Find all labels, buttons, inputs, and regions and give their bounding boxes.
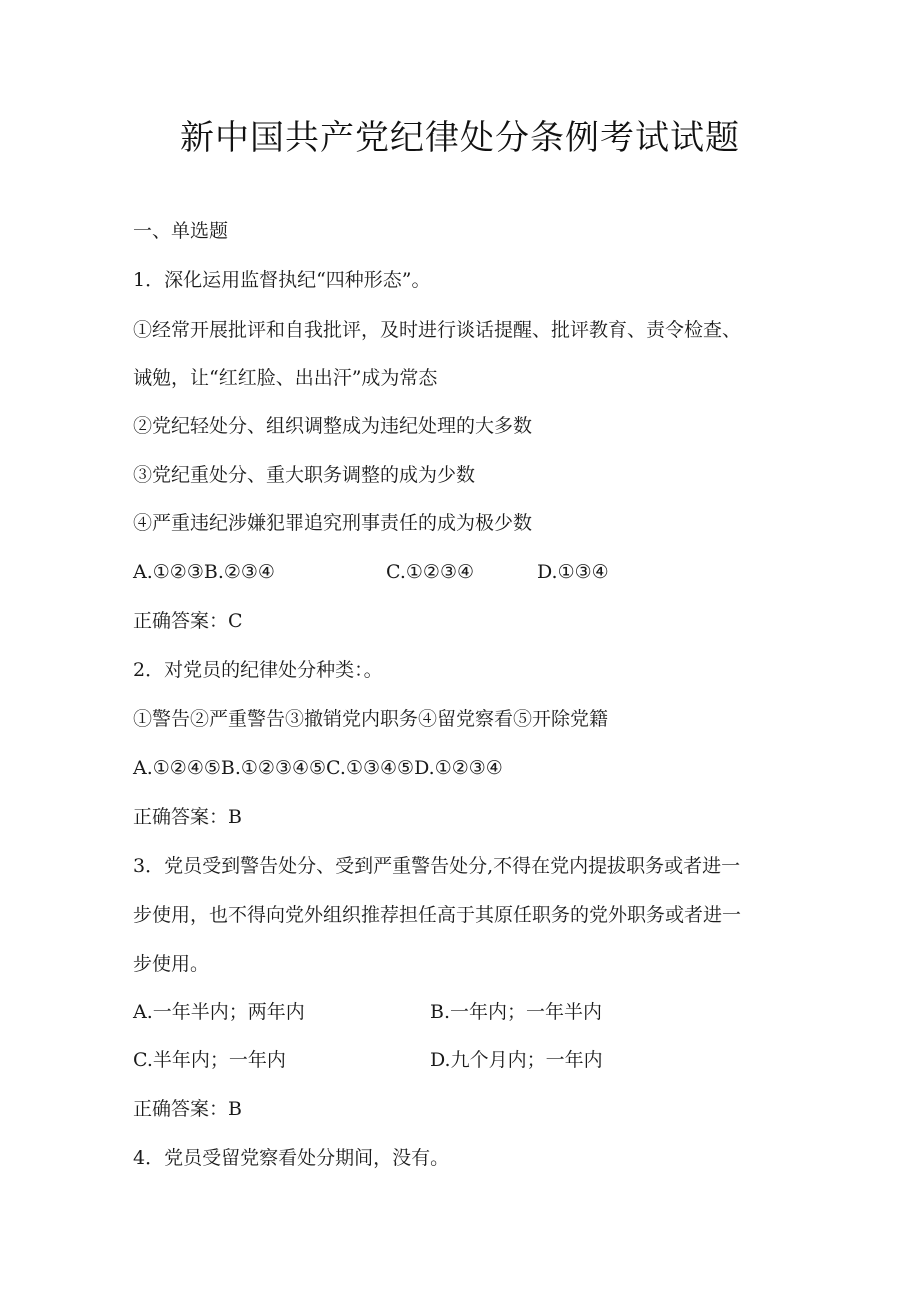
question-1-stem: 1．深化运用监督执纪“四种形态”。 xyxy=(133,269,431,291)
question-3-answer: 正确答案：B xyxy=(133,1098,242,1120)
question-3-stem-line-1: 3．党员受到警告处分、受到严重警告处分,不得在党内提拔职务或者进一 xyxy=(133,855,741,877)
question-1-option-ab: A.①②③B.②③④ xyxy=(133,561,275,583)
question-1-item-1: ①经常开展批评和自我批评，及时进行谈话提醒、批评教育、责令检查、 xyxy=(133,319,742,341)
section-heading: 一、单选题 xyxy=(133,220,229,242)
question-1-item-4: ④严重违纪涉嫌犯罪追究刑事责任的成为极少数 xyxy=(133,512,533,534)
question-3-option-a: A.一年半内；两年内 xyxy=(133,1001,305,1023)
question-1-item-1-cont: 诫勉，让“红红脸、出出汗”成为常态 xyxy=(133,367,438,389)
question-3-option-b: B.一年内；一年半内 xyxy=(430,1001,603,1023)
question-1-option-d: D.①③④ xyxy=(537,561,609,583)
question-2-options: A.①②④⑤B.①②③④⑤C.①③④⑤D.①②③④ xyxy=(133,757,503,779)
question-3-option-d: D.九个月内；一年内 xyxy=(430,1049,603,1071)
question-1-item-3: ③党纪重处分、重大职务调整的成为少数 xyxy=(133,464,476,486)
document-title: 新中国共产党纪律处分条例考试试题 xyxy=(180,118,740,158)
question-2-stem: 2．对党员的纪律处分种类：。 xyxy=(133,659,383,681)
question-4-stem: 4．党员受留党察看处分期间，没有。 xyxy=(133,1147,450,1169)
question-1-answer: 正确答案：C xyxy=(133,610,243,632)
question-2-item-1: ①警告②严重警告③撤销党内职务④留党察看⑤开除党籍 xyxy=(133,708,609,730)
question-1-item-2: ②党纪轻处分、组织调整成为违纪处理的大多数 xyxy=(133,415,533,437)
question-2-answer: 正确答案：B xyxy=(133,806,242,828)
question-1-option-c: C.①②③④ xyxy=(386,561,475,583)
question-3-stem-line-2: 步使用，也不得向党外组织推荐担任高于其原任职务的党外职务或者进一 xyxy=(133,904,742,926)
question-3-stem-line-3: 步使用。 xyxy=(133,953,210,975)
question-3-option-c: C.半年内；一年内 xyxy=(133,1049,286,1071)
